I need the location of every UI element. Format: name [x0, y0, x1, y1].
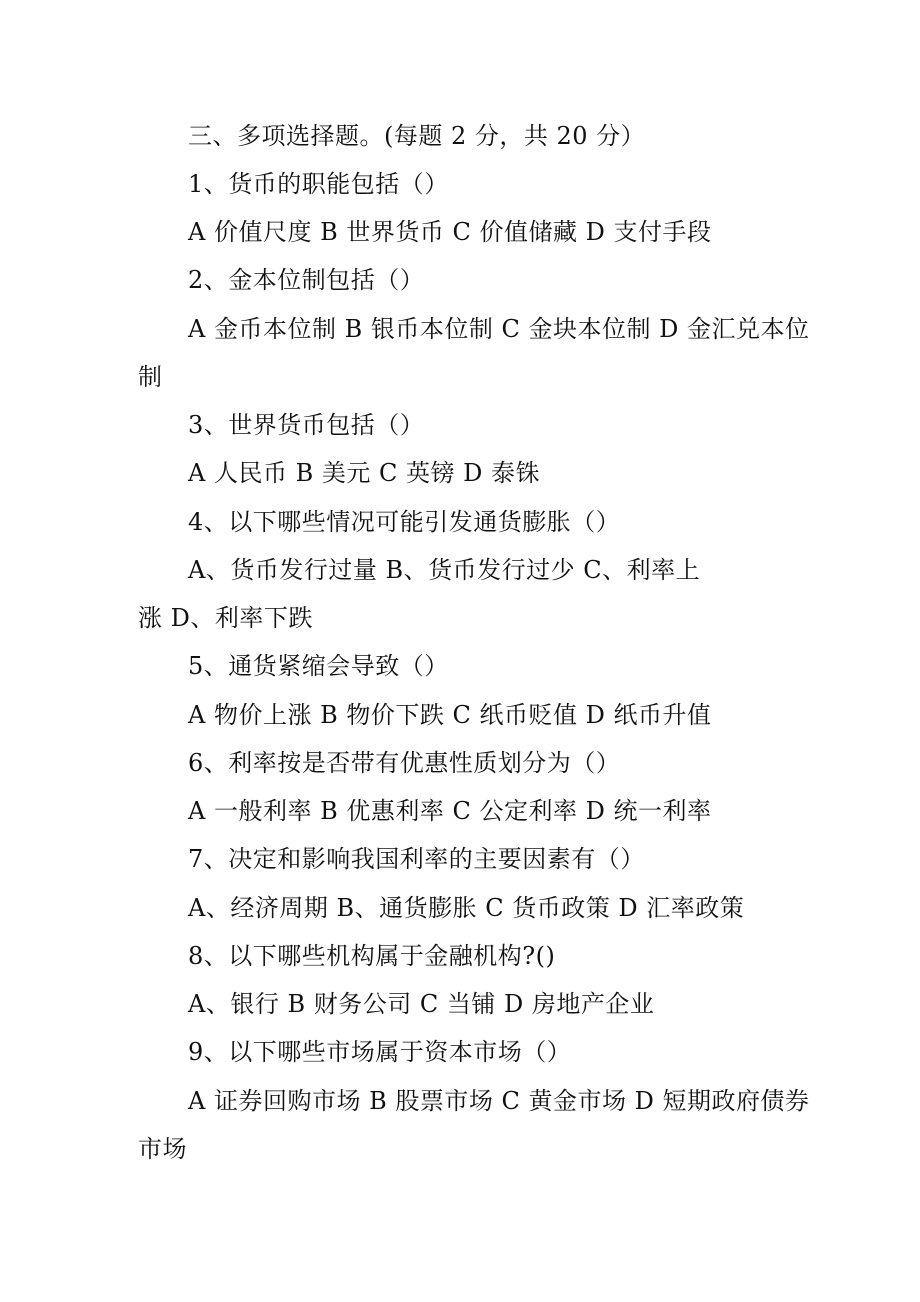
question-4-options: A、货币发行过量 B、货币发行过少 C、利率上	[188, 556, 701, 584]
question-9-options: A 证券回购市场 B 股票市场 C 黄金市场 D 短期政府债券	[188, 1087, 810, 1115]
section-title: 三、多项选择题。(每题 2 分，共 20 分）	[188, 122, 646, 150]
question-1-options: A 价值尺度 B 世界货币 C 价值储藏 D 支付手段	[188, 218, 712, 246]
question-9-options-continued: 市场	[138, 1135, 187, 1163]
question-1-stem: 1、货币的职能包括（）	[188, 170, 449, 198]
question-2-options-continued: 制	[138, 363, 163, 391]
question-5-options: A 物价上涨 B 物价下跌 C 纸币贬值 D 纸币升值	[188, 701, 712, 729]
question-8-options: A、银行 B 财务公司 C 当铺 D 房地产企业	[188, 990, 655, 1018]
question-7-stem: 7、决定和影响我国利率的主要因素有（）	[188, 845, 645, 873]
question-3-stem: 3、世界货币包括（）	[188, 411, 425, 439]
question-3-options: A 人民币 B 美元 C 英镑 D 泰铢	[188, 459, 540, 487]
question-6-options: A 一般利率 B 优惠利率 C 公定利率 D 统一利率	[188, 797, 712, 825]
question-2-stem: 2、金本位制包括（）	[188, 266, 425, 294]
question-4-stem: 4、以下哪些情况可能引发通货膨胀（）	[188, 508, 621, 536]
question-2-options: A 金币本位制 B 银币本位制 C 金块本位制 D 金汇兑本位	[188, 315, 810, 343]
question-5-stem: 5、通货紧缩会导致（）	[188, 652, 449, 680]
question-6-stem: 6、利率按是否带有优惠性质划分为（）	[188, 749, 621, 777]
question-4-options-continued: 涨 D、利率下跌	[138, 604, 313, 632]
question-9-stem: 9、以下哪些市场属于资本市场（）	[188, 1038, 572, 1066]
question-8-stem: 8、以下哪些机构属于金融机构?()	[188, 942, 556, 970]
question-7-options: A、经济周期 B、通货膨胀 C 货币政策 D 汇率政策	[188, 894, 745, 922]
